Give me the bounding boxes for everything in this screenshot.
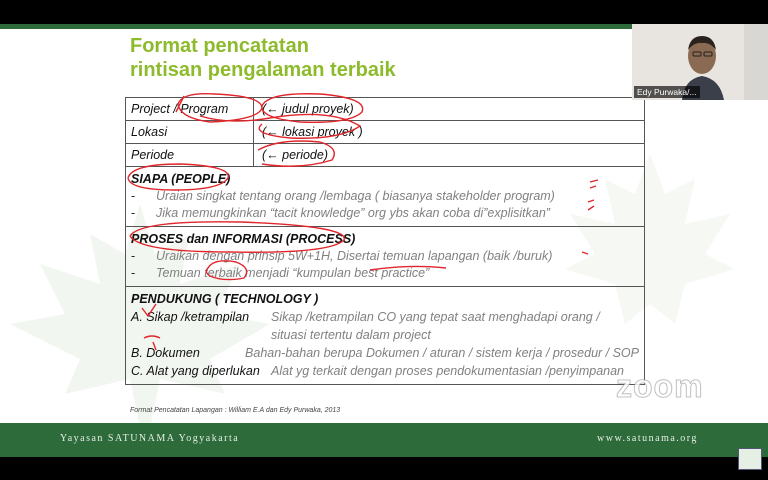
format-table (125, 97, 645, 385)
slide-footer (0, 423, 768, 457)
title-line-2: rintisan pengalaman terbaik (130, 59, 396, 81)
technology-item: C. Alat yang diperlukan Alat yg terkait dengan proses pendokumentasian /penyimpanan (131, 364, 625, 378)
process-bullet: - Temuan terbaik menjadi “kumpulan best practice” (131, 266, 430, 280)
zoom-watermark: zoom (616, 368, 704, 404)
people-heading: SIAPA (PEOPLE) (131, 172, 231, 186)
project-label: Project / Program (126, 98, 254, 120)
people-section (126, 167, 644, 227)
project-value: (← judul proyek) (262, 102, 354, 116)
technology-item: B. Dokumen Bahan-bahan berupa Dokumen / aturan / sistem kerja / prosedur / SOP (131, 346, 639, 360)
row-project (126, 98, 644, 121)
lokasi-value: (← lokasi proyek ) (262, 125, 363, 139)
row-lokasi (126, 121, 644, 144)
lokasi-label: Lokasi (126, 121, 254, 143)
technology-item: A. Sikap /ketrampilan Sikap /ketrampilan CO yang tepat saat menghadapi orang / (131, 310, 600, 324)
slide-title (130, 34, 396, 82)
satunama-logo-icon (738, 448, 762, 470)
technology-item: situasi tertentu dalam project (271, 328, 431, 342)
technology-section (126, 287, 644, 384)
slide-credit: Format Pencatatan Lapangan : William E.A dan Edy Purwaka, 2013 (130, 407, 341, 414)
footer-organization: Yayasan SATUNAMA Yogyakarta (60, 433, 240, 444)
periode-value: (← periode) (262, 148, 328, 162)
title-line-1: Format pencatatan (130, 35, 309, 57)
periode-label: Periode (126, 144, 254, 166)
process-bullet: - Uraikan dengan prinsip 5W+1H, Disertai temuan lapangan (baik /buruk) (131, 249, 553, 263)
people-bullet: - Uraian singkat tentang orang /lembaga ( biasanya stakeholder program) (131, 189, 555, 203)
process-heading: PROSES dan INFORMASI (PROCESS) (131, 232, 356, 246)
process-section (126, 227, 644, 287)
technology-heading: PENDUKUNG ( TECHNOLOGY ) (131, 292, 319, 306)
footer-website: www.satunama.org (597, 433, 698, 444)
people-bullet: - Jika memungkinkan “tacit knowledge” org ybs akan coba di”explisitkan” (131, 206, 550, 220)
row-periode (126, 144, 644, 167)
participant-video-tile[interactable] (632, 24, 768, 100)
participant-name: Edy Purwaka/... (634, 86, 700, 98)
